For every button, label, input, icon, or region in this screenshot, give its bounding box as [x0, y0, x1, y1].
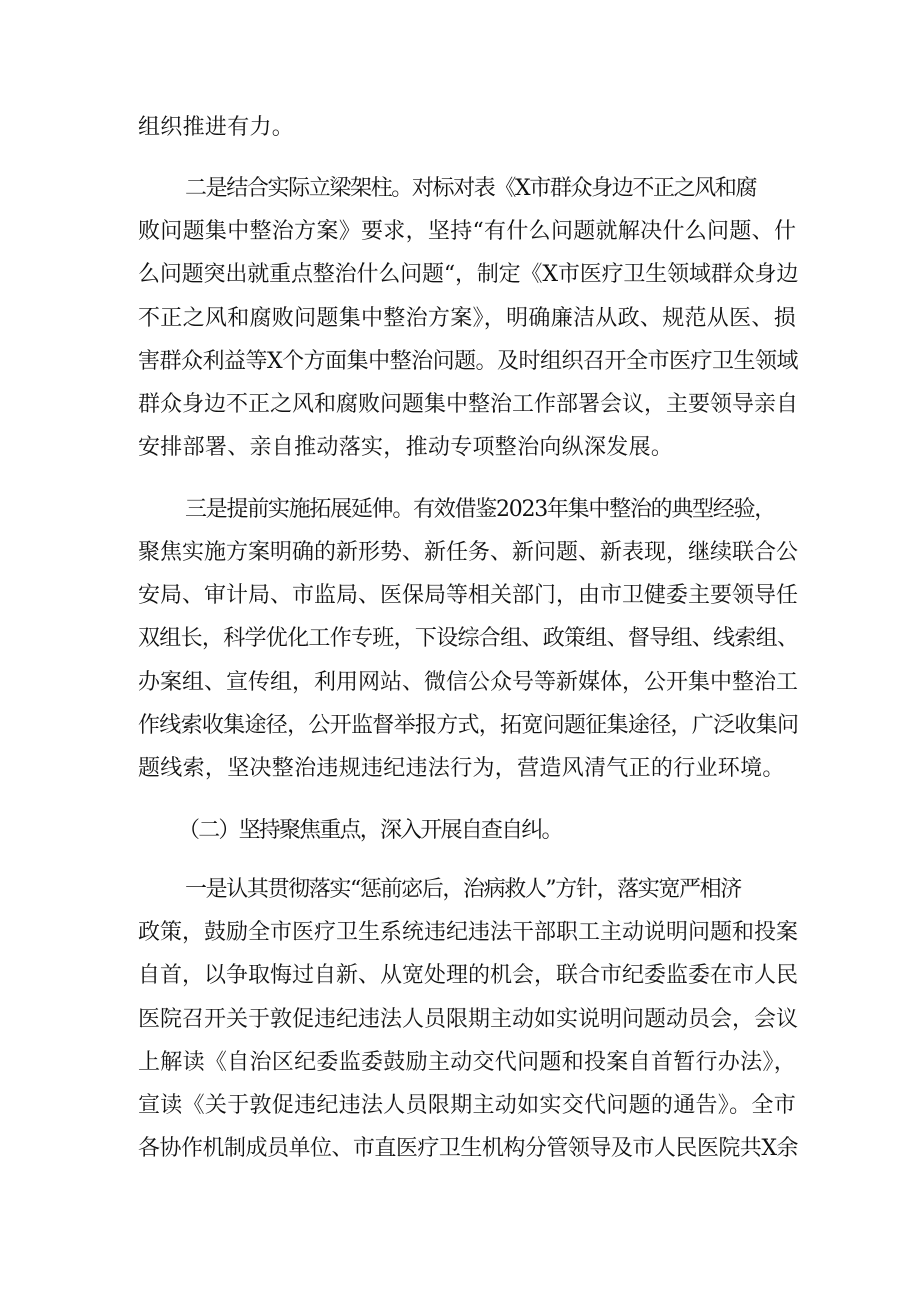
- paragraph-line: 各协作机制成员单位、市直医疗卫生机构分管领导及市人民医院共X余: [138, 1136, 798, 1161]
- paragraph-line: 题线索，坚决整治违规违纪违法行为，营造风清气正的行业环境。: [138, 756, 785, 781]
- paragraph-line: 群众身边不正之风和腐败问题集中整治工作部署会议，主要领导亲自: [138, 392, 799, 417]
- paragraph-line: 政策，鼓励全市医疗卫生系统违纪违法干部职工主动说明问题和投案: [138, 920, 799, 945]
- paragraph-line: 双组长，科学优化工作专班，下设综合组、政策组、督导组、线索组、: [138, 626, 799, 651]
- paragraph-line: 不正之风和腐败问题集中整治方案》，明确廉洁从政、规范从医、损: [138, 306, 797, 331]
- paragraph-line: 安排部署、亲自推动落实，推动专项整治向纵深发展。: [138, 435, 674, 460]
- paragraph-line: 上解读《自治区纪委监委鼓励主动交代问题和投案自首暂行办法》，: [138, 1050, 797, 1075]
- paragraph-line: 败问题集中整治方案》要求，坚持“有什么问题就解决什么问题、什: [138, 219, 797, 244]
- paragraph-line: 么问题突出就重点整治什么问题“，制定《X市医疗卫生领域群众身边: [138, 262, 799, 287]
- paragraph-line: 聚焦实施方案明确的新形势、新任务、新问题、新表现，继续联合公: [138, 540, 799, 565]
- paragraph-line: 安局、审计局、市监局、医保局等相关部门，由市卫健委主要领导任: [138, 583, 799, 608]
- paragraph-line: 办案组、宣传组，利用网站、微信公众号等新媒体，公开集中整治工: [138, 670, 799, 695]
- paragraph-line: 自首，以争取悔过自新、从宽处理的机会，联合市纪委监委在市人民: [138, 963, 799, 988]
- paragraph-line: 组织推进有力。: [138, 115, 295, 140]
- paragraph-line: 医院召开关于敦促违纪违法人员限期主动如实说明问题动员会，会议: [138, 1007, 799, 1032]
- paragraph-line: 一是认其贯彻落实“惩前宓后，治病救人”方针，落实宽严相济: [185, 877, 741, 902]
- section-heading: （二）坚持聚焦重点，深入开展自查自纠。: [178, 818, 562, 843]
- paragraph-line: 害群众利益等X个方面集中整治问题。及时组织召开全市医疗卫生领域: [138, 349, 798, 374]
- paragraph-line: 二是结合实际立梁架柱。对标对表《X市群众身边不正之风和腐: [185, 176, 757, 201]
- paragraph-line: 三是提前实施拓展延伸。有效借鉴2023年集中整治的典型经验，: [185, 497, 775, 522]
- paragraph-line: 宣读《关于敦促违纪违法人员限期主动如实交代问题的通告》。全市: [138, 1093, 797, 1118]
- paragraph-line: 作线索收集途径，公开监督举报方式，拓宽问题征集途径，广泛收集问: [138, 713, 799, 738]
